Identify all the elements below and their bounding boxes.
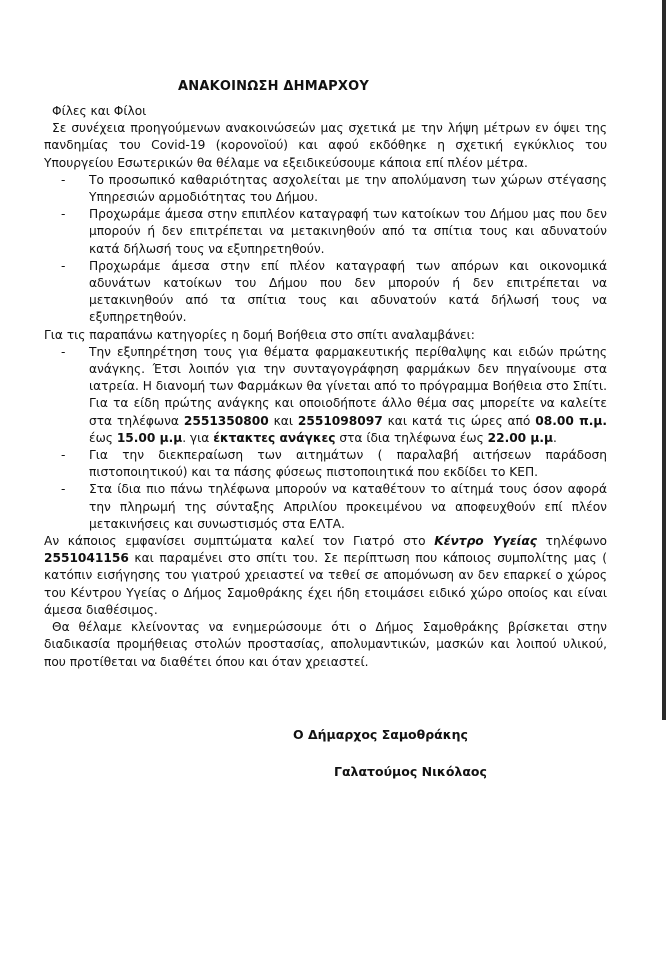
signature-name: Γαλατούμος Νικόλαος <box>334 764 487 779</box>
time-from: 08.00 π.μ. <box>535 413 607 428</box>
health-center-phone: 2551041156 <box>44 551 129 566</box>
measure-item: - Το προσωπικό καθαριότητας ασχολείται με την απολύμανση των χώρων στέγασης Υπηρεσιών αρμοδιότητας του Δήμου. <box>89 172 607 206</box>
announcement-title: ΑΝΑΚΟΙΝΩΣΗ ΔΗΜΑΡΧΟΥ <box>178 79 369 94</box>
phone-number: 2551098097 <box>297 413 383 428</box>
services-intro: Για τις παραπάνω κατηγορίες η δομή Βοήθεια στο σπίτι αναλαμβάνει: <box>44 327 475 342</box>
service-item-pension: - Στα ίδια πιο πάνω τηλέφωνα μπορούν να καταθέτουν το αίτημά τους όσον αφορά την πληρωμή της σύνταξης Απριλίου προκειμένου να αποφευχθούν επί πλέον μετακινήσεις και συνωστισμός στα ΕΛΤΑ. <box>89 481 607 533</box>
service-item-kep: - Για την διεκπεραίωση των αιτημάτων ( παραλαβή αιτήσεων παράδοση πιστοποιητικού) και τα πάσης φύσεως πιστοποιητικά που εκδίδει το ΚΕΠ. <box>89 447 607 481</box>
health-center-name: Κέντρο Υγείας <box>434 534 537 549</box>
announcement-body <box>44 103 607 671</box>
measures-list <box>44 172 607 327</box>
urgent-label: έκτακτες ανάγκες <box>213 430 336 445</box>
signature-role: Ο Δήμαρχος Σαμοθράκης <box>293 727 468 742</box>
page-edge-divider <box>662 0 666 720</box>
closing-paragraph: Θα θέλαμε κλείνοντας να ενημερώσουμε ότι ο Δήμος Σαμοθράκης βρίσκεται στην διαδικασία προμήθειας στολών προστασίας, απολυμαντικών, μασκών και λοιπού υλικού, που προτίθεται να διαθέτει όπου και όταν χρειαστεί. <box>44 620 607 669</box>
measure-item: - Προχωράμε άμεσα στην επιπλέον καταγραφή των κατοίκων του Δήμου μας που δεν μπορούν ή δεν επιτρέπεται να μετακινηθούν από τα σπίτια τους και αδυνατούν κατά δήλωσή τους να εξυπηρετηθούν. <box>89 206 607 258</box>
services-list <box>44 344 607 533</box>
service-item-medical: - Την εξυπηρέτηση τους για θέματα φαρμακευτικής περίθαλψης και ειδών πρώτης ανάγκης. Έτσι λοιπόν για την συνταγογράφηση φαρμάκων δεν πηγαίνουμε στα ιατρεία. Η διανομή των Φαρμάκων θα γίνεται από το πρόγραμμα Βοήθεια στο Σπίτι. Για τα είδη πρώτης ανάγκης και οποιοδήποτε άλλο θέμα σας μπορείτε να καλείτε στα τηλέφωνα 2551350800 και 2551098097 και κατά τις ώρες από 08.00 π.μ. έως 15.00 μ.μ. για έκτακτες ανάγκες στα ίδια τηλέφωνα έως 22.00 μ.μ. <box>89 344 607 447</box>
time-urgent: 22.00 μ.μ <box>487 430 553 445</box>
intro-paragraph: Σε συνέχεια προηγούμενων ανακοινώσεών μας σχετικά με την λήψη μέτρων εν όψει της πανδημίας του Covid-19 (κορονοϊού) και αφού εκδόθηκε η σχετική εγκύκλιος του Υπουργείου Εσωτερικών θα θέλαμε να εξειδικεύσουμε κάποια επί πλέον μέτρα. <box>44 121 607 170</box>
measure-item: - Προχωράμε άμεσα στην επί πλέον καταγραφή των απόρων και οικονομικά αδυνάτων κατοίκων του Δήμου που δεν μπορούν ή δεν επιτρέπεται να μετακινηθούν από τα σπίτια τους και αδυνατούν κατά δήλωσή τους να εξυπηρετηθούν. <box>89 258 607 327</box>
time-to: 15.00 μ.μ <box>116 430 183 445</box>
phone-number: 2551350800 <box>183 413 269 428</box>
greeting: Φίλες και Φίλοι <box>52 104 147 118</box>
health-paragraph: Αν κάποιος εμφανίσει συμπτώματα καλεί τον Γιατρό στο Κέντρο Υγείας τηλέφωνο 2551041156 και παραμένει στο σπίτι του. Σε περίπτωση που κάποιος συμπολίτης μας ( κατόπιν εισήγησης του γιατρού χρειαστεί να τεθεί σε απομόνωση αν δεν επαρκεί ο χώρος του Κέντρου Υγείας ο Δήμος Σαμοθράκης έχει ήδη ετοιμάσει ειδικό χώρο οποίος και είναι άμεσα διαθέσιμος. <box>44 534 608 617</box>
